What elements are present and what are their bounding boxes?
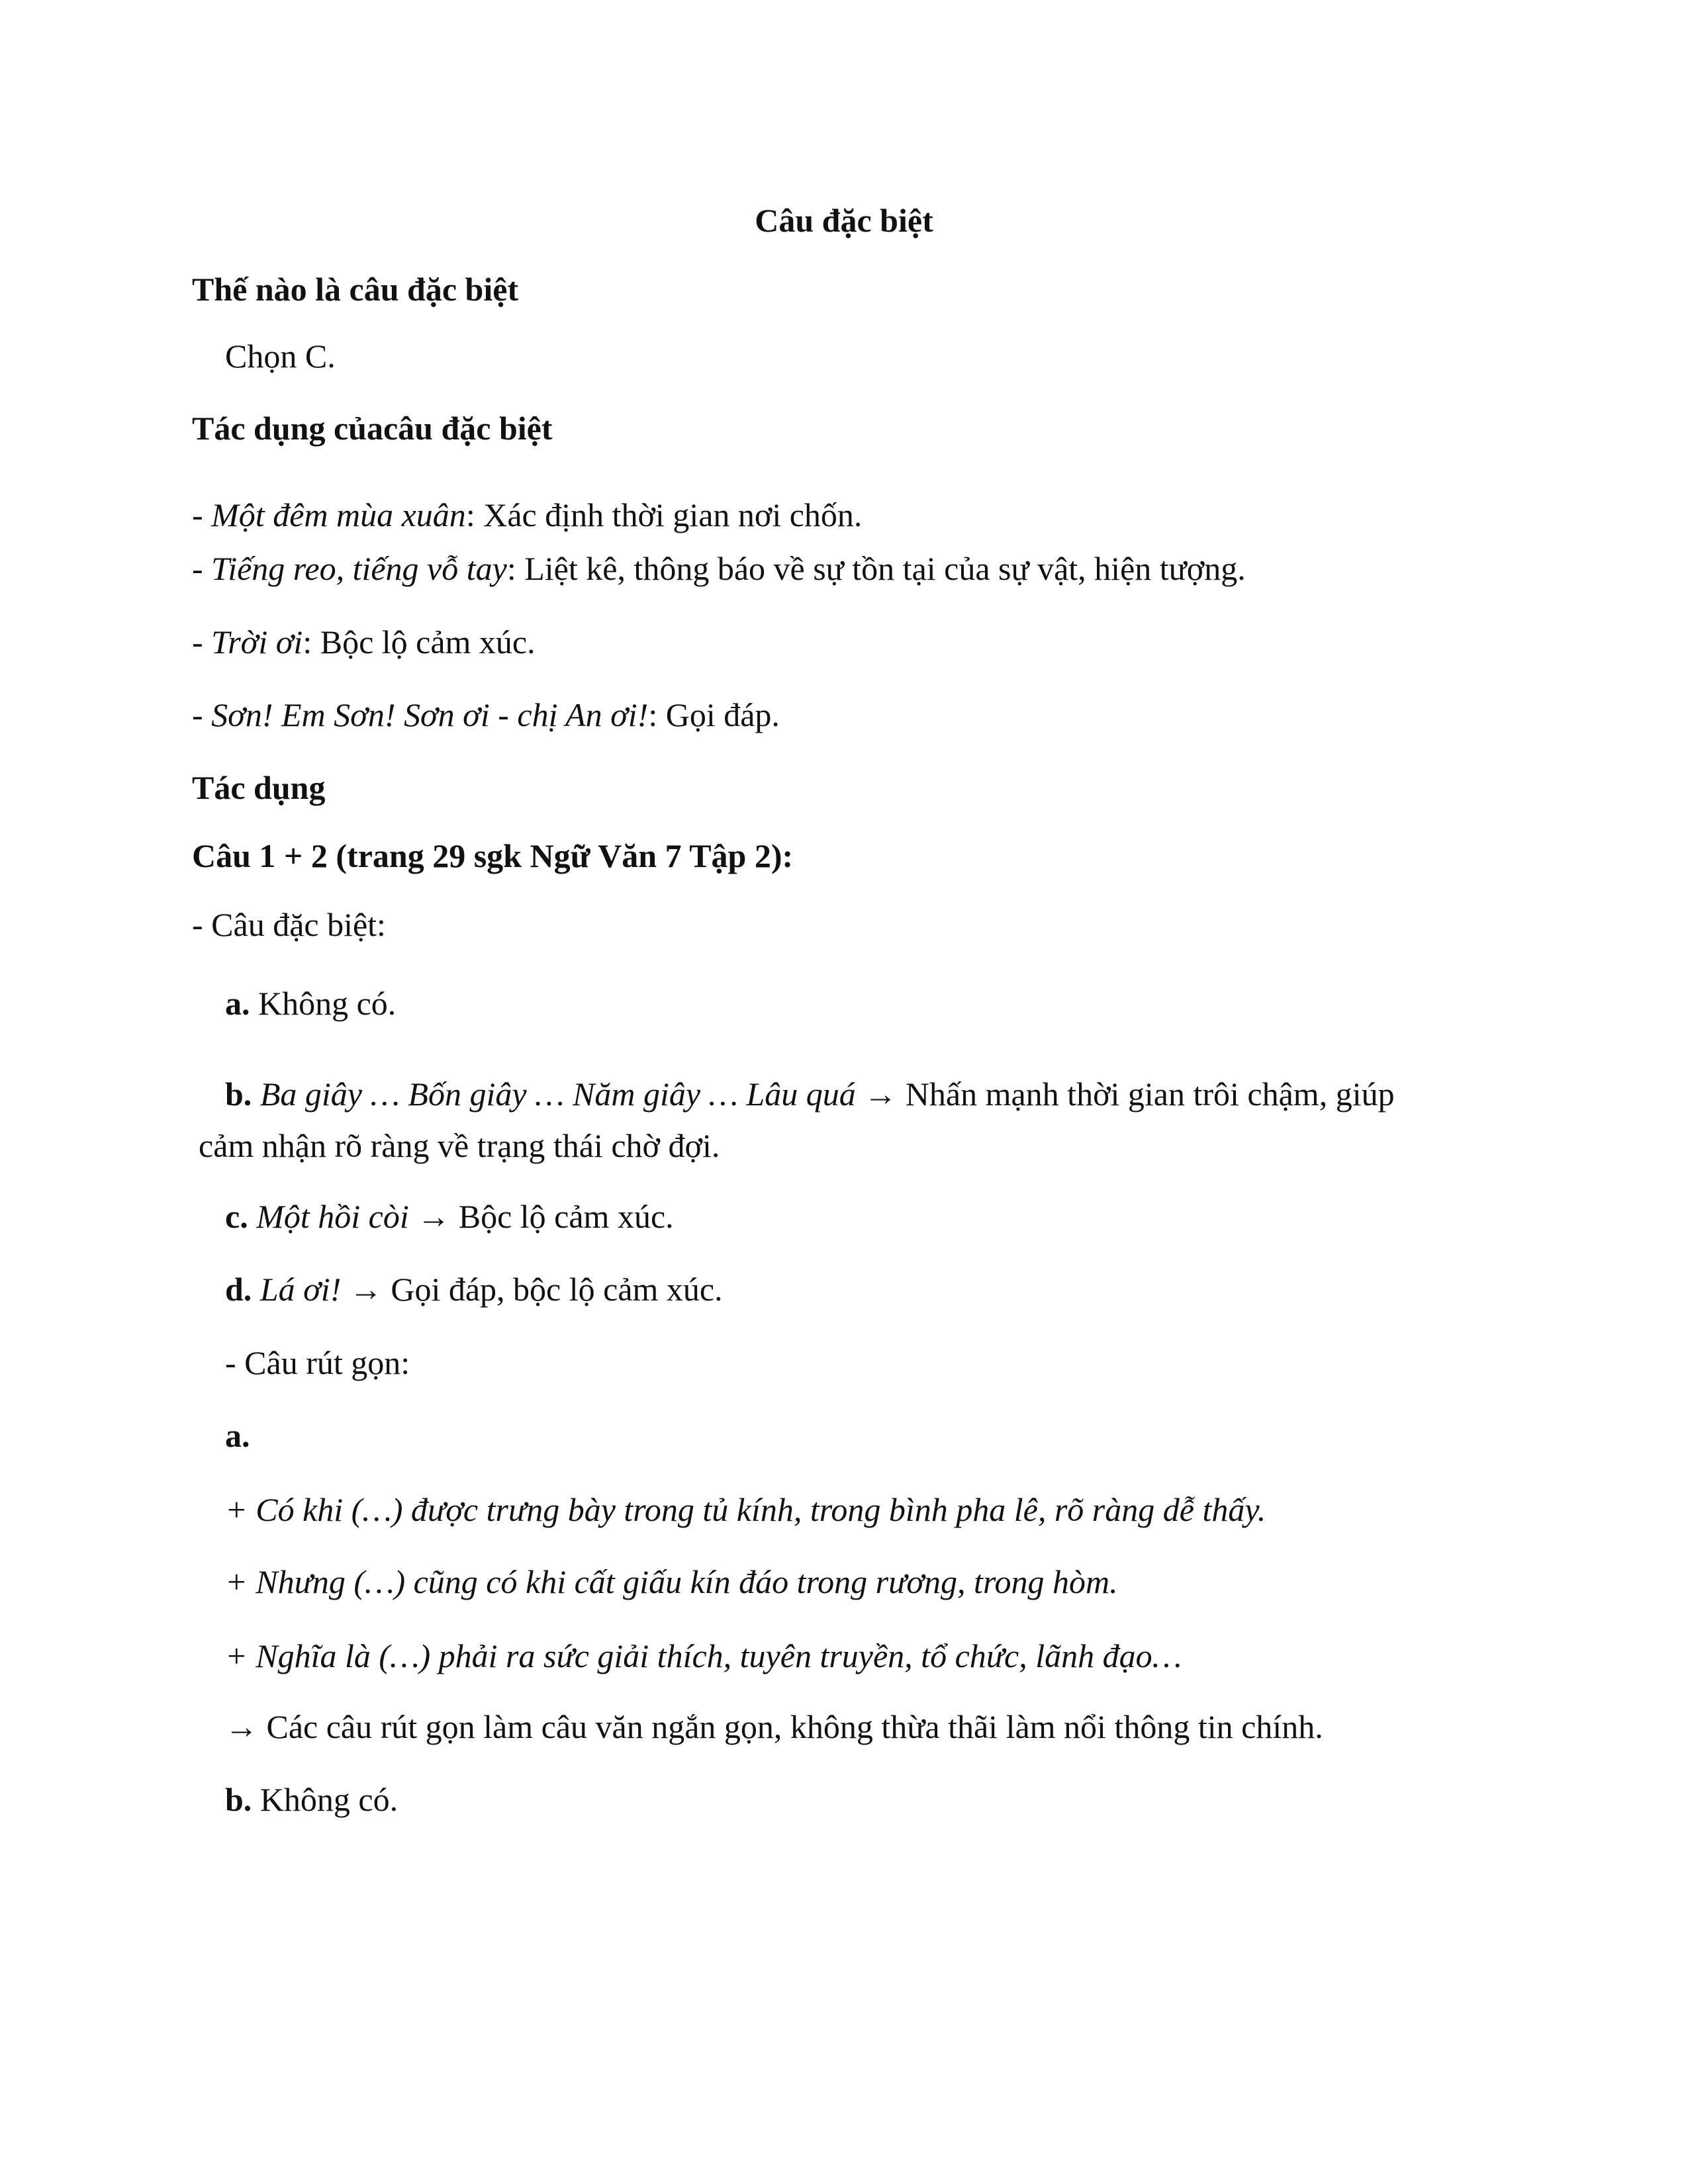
special-item-c <box>225 1200 674 1233</box>
item-letter: b. <box>225 1781 252 1818</box>
reduced-sentence-label: - Câu rút gọn: <box>225 1344 410 1381</box>
item-dash: - <box>192 496 212 533</box>
reduced-example-line: + Nghĩa là (…) phải ra sức giải thích, tuyên truyền, tổ chức, lãnh đạo… <box>225 1637 1182 1674</box>
item-letter: a. <box>225 985 250 1022</box>
item-desc: : Bộc lộ cảm xúc. <box>303 623 536 660</box>
item-term: Một hồi còi <box>248 1198 409 1235</box>
special-item-b-continued: cảm nhận rõ ràng về trạng thái chờ đợi. <box>199 1127 720 1164</box>
effect-item <box>192 498 862 531</box>
effect-item <box>192 552 1246 585</box>
item-desc: : Xác định thời gian nơi chốn. <box>465 496 863 533</box>
reduced-example-line: + Có khi (…) được trưng bày trong tủ kính, trong bình pha lê, rõ ràng dễ thấy. <box>225 1491 1266 1528</box>
item-desc: Không có. <box>250 985 397 1022</box>
page-title: Câu đặc biệt <box>755 202 933 239</box>
reduced-item-a-letter: a. <box>225 1417 250 1454</box>
section-heading-definition: Thế nào là câu đặc biệt <box>192 271 519 308</box>
special-sentence-label: - Câu đặc biệt: <box>192 906 386 943</box>
item-term: Sơn! Em Sơn! Sơn ơi - chị An ơi! <box>211 696 649 733</box>
item-desc: : Liệt kê, thông báo về sự tồn tại của sự vật, hiện tượng. <box>506 550 1246 587</box>
reduced-example-line: + Nhưng (…) cũng có khi cất giấu kín đáo trong rương, trong hòm. <box>225 1563 1118 1600</box>
section-heading-effect: Tác dụng củacâu đặc biệt <box>192 410 553 447</box>
item-term: Một đêm mùa xuân <box>211 496 466 533</box>
reduced-conclusion: → Các câu rút gọn làm câu văn ngắn gọn, không thừa thãi làm nổi thông tin chính. <box>225 1708 1323 1745</box>
special-item-a <box>225 987 396 1020</box>
reduced-item-b <box>225 1783 398 1816</box>
item-desc: → Bộc lộ cảm xúc. <box>408 1198 674 1235</box>
special-item-b <box>225 1077 1395 1111</box>
question-heading: Câu 1 + 2 (trang 29 sgk Ngữ Văn 7 Tập 2): <box>192 837 794 874</box>
item-desc: : Gọi đáp. <box>648 696 780 733</box>
effect-item <box>192 698 780 731</box>
item-desc: → Gọi đáp, bộc lộ cảm xúc. <box>341 1271 723 1308</box>
item-letter: d. <box>225 1271 252 1308</box>
definition-answer: Chọn C. <box>225 338 336 375</box>
item-term: Ba giây … Bốn giây … Năm giây … Lâu quá <box>252 1075 856 1113</box>
item-term: Lá ơi! <box>252 1271 342 1308</box>
item-term: Tiếng reo, tiếng vỗ tay <box>211 550 507 587</box>
item-letter: b. <box>225 1075 252 1113</box>
item-letter: c. <box>225 1198 248 1235</box>
item-desc: Không có. <box>252 1781 399 1818</box>
item-dash: - <box>192 623 212 660</box>
effect-item <box>192 625 536 659</box>
item-desc: → Nhấn mạnh thời gian trôi chậm, giúp <box>855 1075 1395 1113</box>
item-term: Trời ơi <box>211 623 303 660</box>
special-item-d <box>225 1273 723 1306</box>
item-dash: - <box>192 696 212 733</box>
section-heading-usage: Tác dụng <box>192 769 326 806</box>
item-dash: - <box>192 550 212 587</box>
